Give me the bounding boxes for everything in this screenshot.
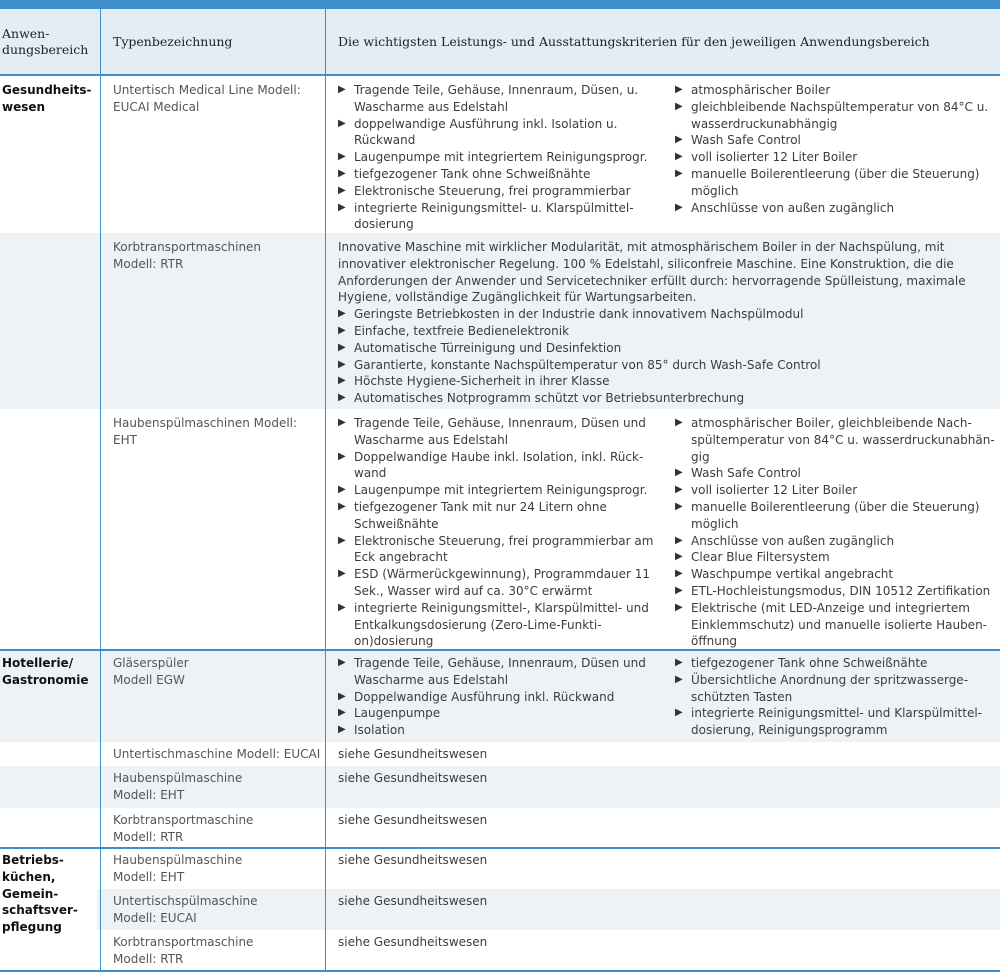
table-row [0, 766, 1000, 808]
criteria-item: ▶ ETL-Hochleistungsmodus, DIN 10512 Zertifikation [675, 583, 1000, 600]
type-label: Korbtransportmaschine Modell: RTR [113, 813, 254, 844]
type-label: Untertischspülmaschine Modell: EUCAI [113, 894, 258, 925]
table-header [0, 9, 1000, 76]
column-divider [100, 9, 101, 972]
criteria-text: siehe Gesundheitswesen [338, 747, 488, 761]
criteria-list-right [675, 82, 1000, 216]
type-label: Haubenspülmaschinen Modell: EHT [113, 416, 298, 447]
criteria-item: ▶ integrierte Reinigungsmittel-, Klarspülmittel- und Entkalkungsdosierung (Zero-Lime-Funkti-on)dosierung [338, 600, 658, 650]
criteria-list-right [675, 655, 1000, 739]
criteria-item: ▶ manuelle Boilerentleerung (über die Steuerung) möglich [675, 499, 1000, 533]
table-row [0, 233, 1000, 409]
criteria-item: ▶ Einfache, textfreie Bedienelektronik [338, 323, 998, 340]
criteria-item: ▶ Laugenpumpe mit integriertem Reinigungsprogr. [338, 149, 658, 166]
criteria-item: ▶ voll isolierter 12 Liter Boiler [675, 482, 1000, 499]
criteria-item: ▶ Geringste Betriebkosten in der Industrie dank innovativem Nachspülmodul [338, 306, 998, 323]
criteria-list [338, 306, 998, 407]
type-label: Untertischmaschine Modell: EUCAI [113, 747, 321, 761]
criteria-item: ▶ Übersichtliche Anordnung der spritzwasserge-schützten Tasten [675, 672, 1000, 706]
criteria-text: siehe Gesundheitswesen [338, 813, 488, 827]
criteria-item: ▶ Isolation [338, 722, 658, 739]
criteria-item: ▶ Doppelwandige Ausführung inkl. Rückwand [338, 689, 658, 706]
type-label: Haubenspülmaschine Modell: EHT [113, 771, 243, 802]
criteria-list-left [338, 82, 658, 233]
area-label: Betriebs- küchen, Gemein- schaftsver- pflegung [2, 853, 78, 935]
criteria-item: ▶ Elektronische Steuerung, frei programmierbar am Eck angebracht [338, 533, 658, 567]
criteria-block [338, 239, 998, 407]
criteria-item: ▶ Höchste Hygiene-Sicherheit in ihrer Klasse [338, 373, 998, 390]
criteria-item: ▶ manuelle Boilerentleerung (über die Steuerung) möglich [675, 166, 1000, 200]
criteria-list-left [338, 655, 658, 739]
criteria-item: ▶ Laugenpumpe mit integriertem Reinigungsprogr. [338, 482, 658, 499]
table-row [0, 651, 1000, 742]
criteria-item: ▶ Laugenpumpe [338, 705, 658, 722]
criteria-item: ▶ tiefgezogener Tank ohne Schweißnähte [338, 166, 658, 183]
table-row [97, 889, 1000, 930]
criteria-text: siehe Gesundheitswesen [338, 894, 488, 908]
criteria-item: ▶ Tragende Teile, Gehäuse, Innenraum, Düsen und Wascharme aus Edelstahl [338, 415, 658, 449]
criteria-text: siehe Gesundheitswesen [338, 935, 488, 949]
area-label: Gesundheits- wesen [2, 83, 92, 114]
criteria-item: ▶ tiefgezogener Tank mit nur 24 Litern ohne Schweißnähte [338, 499, 658, 533]
criteria-item: ▶ Wash Safe Control [675, 465, 1000, 482]
table-row [0, 409, 1000, 649]
criteria-item: ▶ Anschlüsse von außen zugänglich [675, 200, 1000, 217]
type-label: Korbtransportmaschinen Modell: RTR [113, 240, 262, 271]
table-row [0, 742, 1000, 766]
header-type: Typenbezeichnung [113, 33, 233, 49]
header-area: Anwen- dungsbereich [2, 25, 89, 57]
table-row [0, 808, 1000, 847]
table-row [0, 76, 1000, 233]
criteria-item: ▶ integrierte Reinigungsmittel- u. Klarspülmittel-dosierung [338, 200, 658, 234]
criteria-intro: Innovative Maschine mit wirklicher Modularität, mit atmosphärischem Boiler in der Nachspülung, mit innovativer elektronischer Regelung. 100 % Edelstahl, siliconfreie Maschine. Eine Konstruktion, die die Anforderungen der Anwender und Servicetechniker erfüllt durch: hervorragende Spülleistung, maximale Hygiene, vollständige Zugänglichkeit für Wartungsarbeiten. [338, 240, 966, 305]
criteria-item: ▶ tiefgezogener Tank ohne Schweißnähte [675, 655, 1000, 672]
criteria-item: ▶ atmosphärischer Boiler [675, 82, 1000, 99]
criteria-text: siehe Gesundheitswesen [338, 771, 488, 785]
criteria-list-left [338, 415, 658, 650]
type-label: Gläserspüler Modell EGW [113, 656, 189, 687]
criteria-item: ▶ Doppelwandige Haube inkl. Isolation, inkl. Rück-wand [338, 449, 658, 483]
area-label: Hotellerie/ Gastronomie [2, 656, 89, 687]
feature-table [0, 9, 1000, 966]
criteria-item: ▶ Waschpumpe vertikal angebracht [675, 566, 1000, 583]
type-label: Untertisch Medical Line Modell: EUCAI Medical [113, 83, 301, 114]
criteria-item: ▶ Anschlüsse von außen zugänglich [675, 533, 1000, 550]
criteria-text: siehe Gesundheitswesen [338, 853, 488, 867]
criteria-item: ▶ Elektronische Steuerung, frei programmierbar [338, 183, 658, 200]
criteria-item: ▶ voll isolierter 12 Liter Boiler [675, 149, 1000, 166]
criteria-item: ▶ Garantierte, konstante Nachspültemperatur von 85° durch Wash-Safe Control [338, 357, 998, 374]
type-label: Haubenspülmaschine Modell: EHT [113, 853, 243, 884]
criteria-item: ▶ Automatisches Notprogramm schützt vor Betriebsunterbrechung [338, 390, 998, 407]
criteria-item: ▶ atmosphärischer Boiler, gleichbleibende Nach-spültemperatur von 84°C u. wasserdruckunabhän-gig [675, 415, 1000, 465]
top-accent-bar [0, 0, 1000, 9]
header-criteria: Die wichtigsten Leistungs- und Ausstattungskriterien für den jeweiligen Anwendungsbereich [338, 33, 930, 49]
criteria-item: ▶ Clear Blue Filtersystem [675, 549, 1000, 566]
criteria-item: ▶ gleichbleibende Nachspültemperatur von 84°C u. wasserdruckunabhängig [675, 99, 1000, 133]
criteria-item: ▶ Tragende Teile, Gehäuse, Innenraum, Düsen, u. Wascharme aus Edelstahl [338, 82, 658, 116]
criteria-item: ▶ doppelwandige Ausführung inkl. Isolation u. Rückwand [338, 116, 658, 150]
criteria-list-right [675, 415, 1000, 650]
criteria-item: ▶ ESD (Wärmerückgewinnung), Programmdauer 11 Sek., Wasser wird auf ca. 30°C erwärmt [338, 566, 658, 600]
column-divider [325, 9, 326, 972]
criteria-item: ▶ Tragende Teile, Gehäuse, Innenraum, Düsen und Wascharme aus Edelstahl [338, 655, 658, 689]
criteria-item: ▶ Elektrische (mit LED-Anzeige und integriertem Einklemmschutz) und manuelle isolierte Hauben-öffnung [675, 600, 1000, 650]
criteria-item: ▶ Automatische Türreinigung und Desinfektion [338, 340, 998, 357]
criteria-item: ▶ Wash Safe Control [675, 132, 1000, 149]
table-row [0, 930, 1000, 969]
criteria-item: ▶ integrierte Reinigungsmittel- und Klarspülmittel-dosierung, Reinigungsprogramm [675, 705, 1000, 739]
type-label: Korbtransportmaschine Modell: RTR [113, 935, 254, 966]
